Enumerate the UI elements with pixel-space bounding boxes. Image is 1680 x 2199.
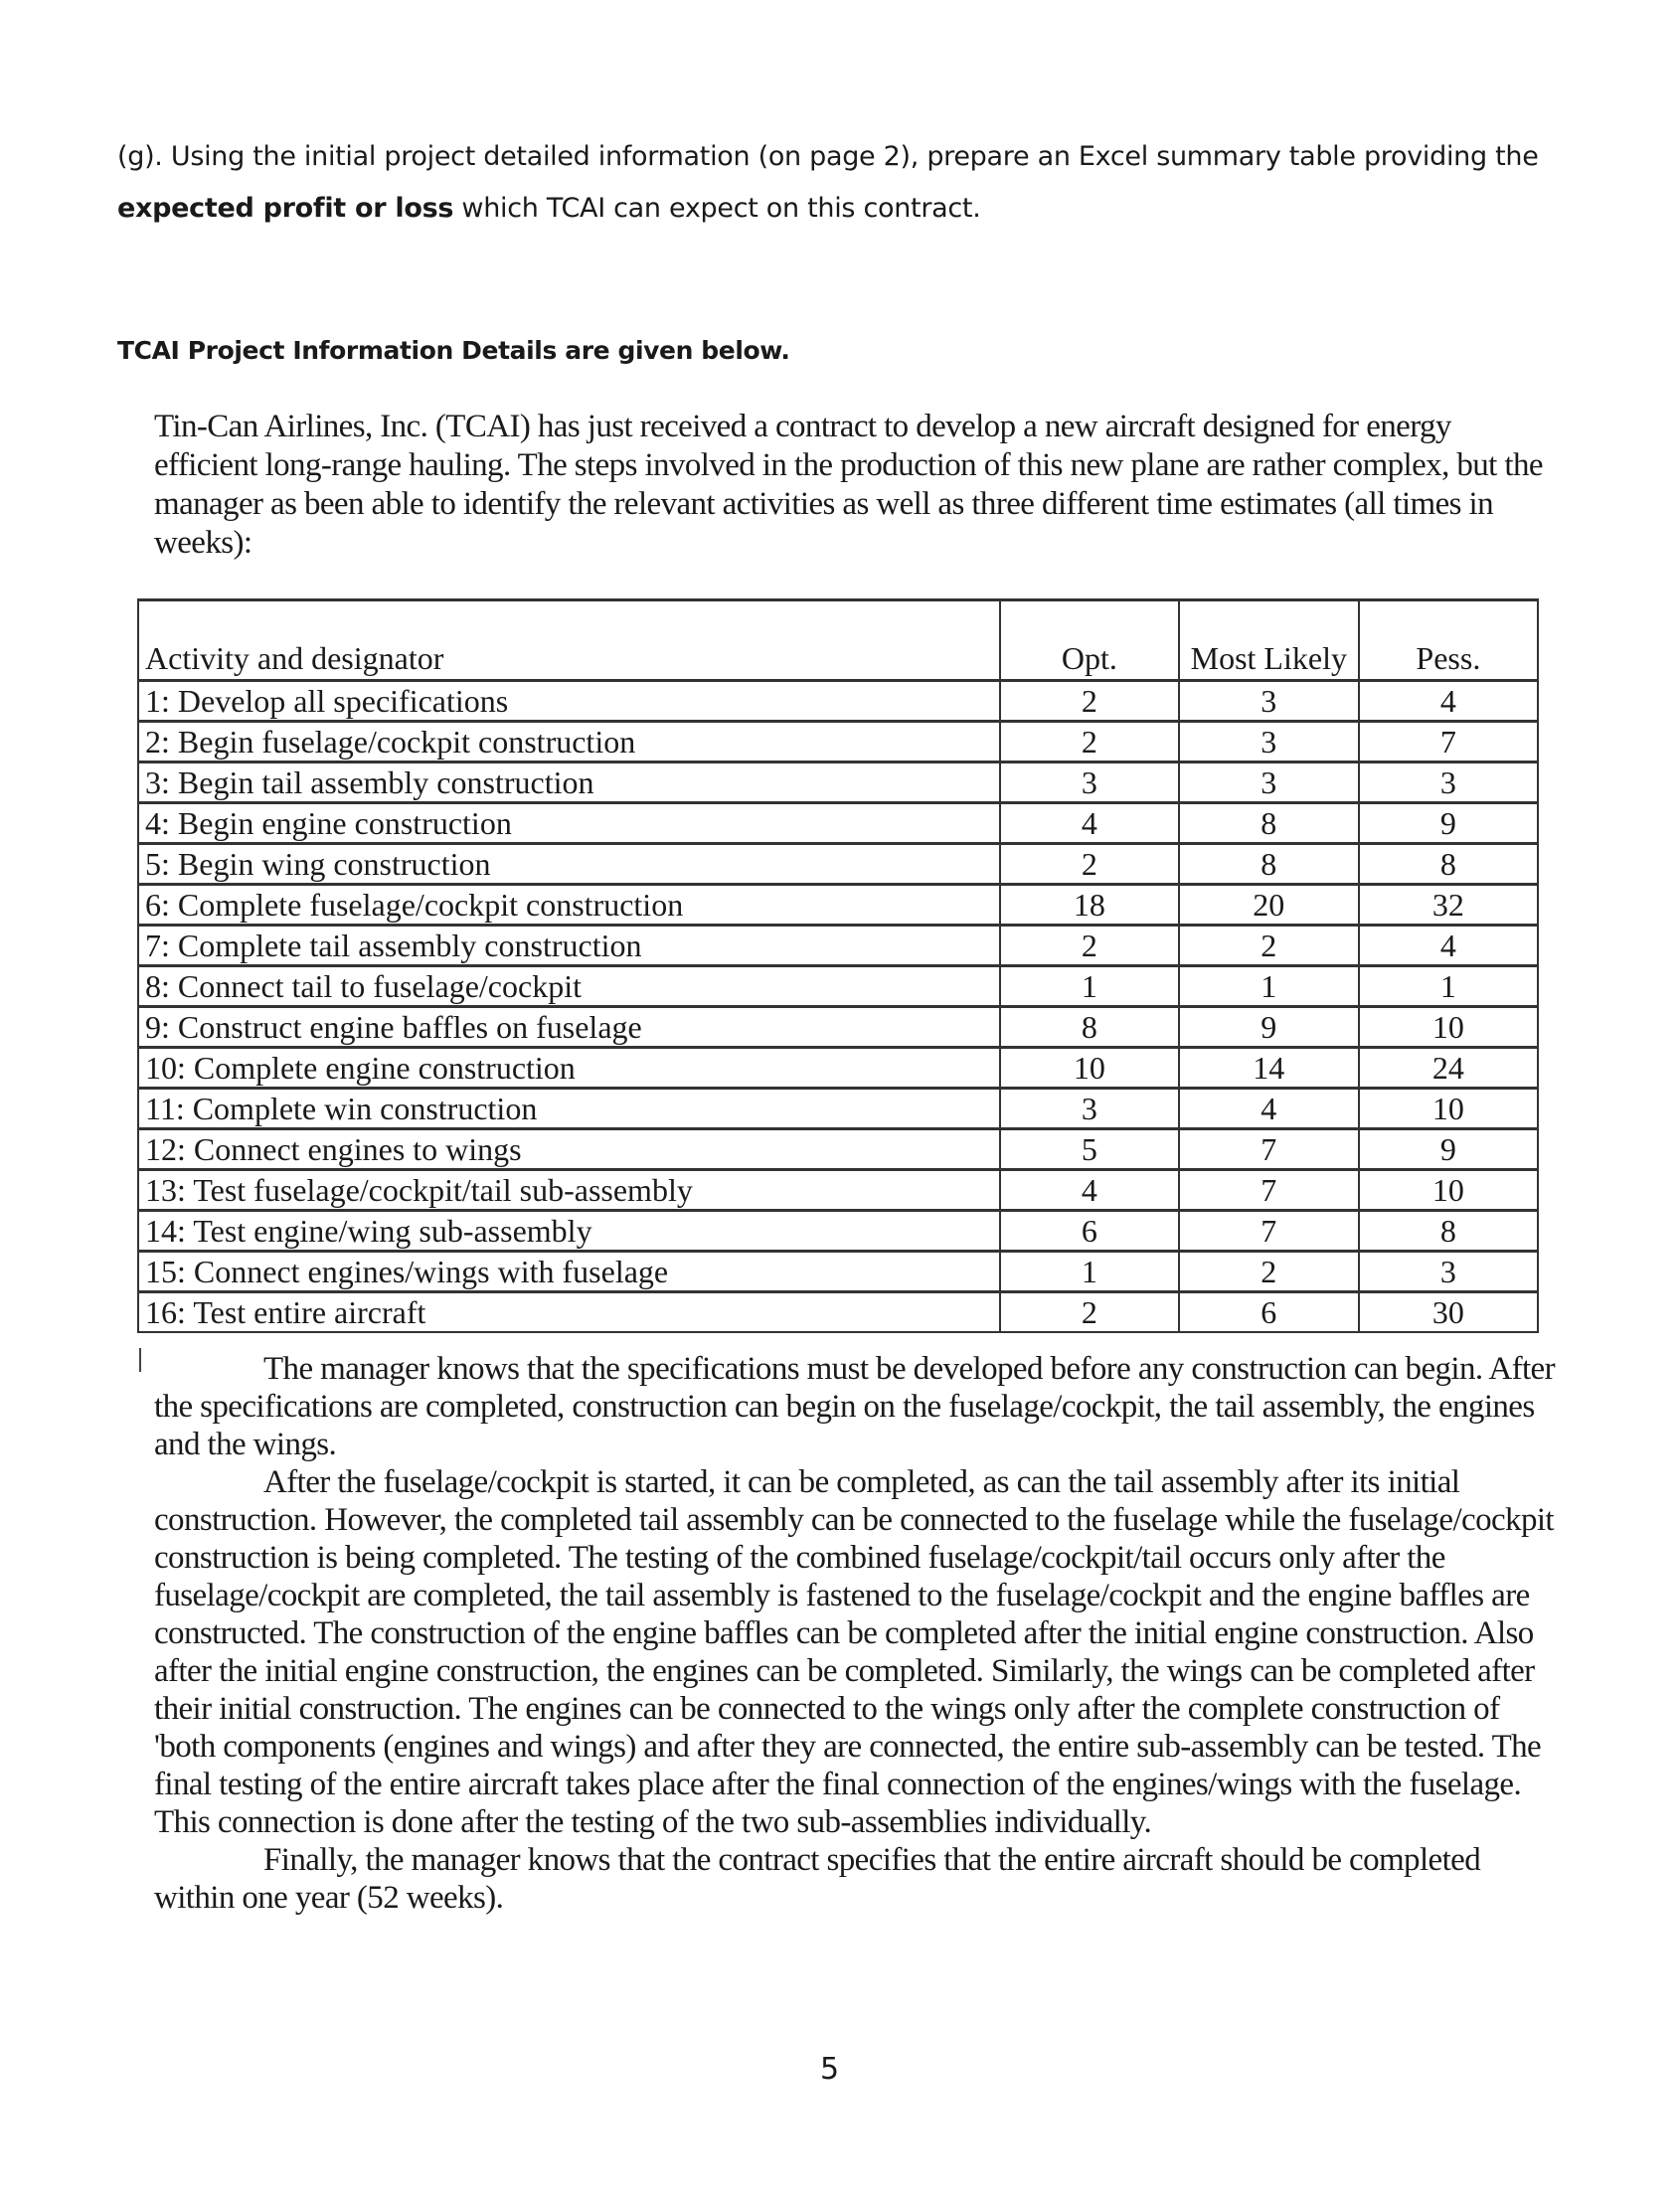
activity-cell: 12: Connect engines to wings [138,1129,1000,1170]
pess-cell: 10 [1359,1007,1538,1048]
pess-cell: 10 [1359,1170,1538,1211]
pess-cell: 4 [1359,926,1538,966]
pess-cell: 24 [1359,1048,1538,1089]
table-row [138,844,1538,885]
pess-cell: 3 [1359,762,1538,803]
pess-cell: 30 [1359,1292,1538,1333]
table-row [138,803,1538,844]
question-emphasis: expected profit or loss [117,193,454,224]
pess-cell: 10 [1359,1089,1538,1129]
pess-cell: 3 [1359,1252,1538,1292]
most-likely-cell: 4 [1179,1089,1359,1129]
most-likely-cell: 3 [1179,762,1359,803]
intro-paragraph: Tin-Can Airlines, Inc. (TCAI) has just received a contract to develop a new aircraft designed for energy efficient long-range hauling. The steps involved in the production of this new plane are rather complex, but the manager as been able to identify the relevant activities as well as three different time estimates (all times in weeks): [154,409,1543,561]
most-likely-cell: 8 [1179,803,1359,844]
margin-mark [139,1348,141,1372]
table-row [138,1252,1538,1292]
table-row [138,762,1538,803]
table-row [138,1292,1538,1333]
section-heading: TCAI Project Information Details are given below. [117,336,790,365]
most-likely-cell: 1 [1179,966,1359,1007]
question-g [117,131,1549,235]
most-likely-cell: 7 [1179,1170,1359,1211]
most-likely-cell: 7 [1179,1211,1359,1252]
activity-cell: 11: Complete win construction [138,1089,1000,1129]
activity-table [137,598,1539,1333]
activity-cell: 3: Begin tail assembly construction [138,762,1000,803]
opt-cell: 1 [1000,1252,1179,1292]
opt-cell: 2 [1000,681,1179,722]
most-likely-cell: 6 [1179,1292,1359,1333]
opt-cell: 2 [1000,1292,1179,1333]
opt-cell: 3 [1000,762,1179,803]
pess-cell: 1 [1359,966,1538,1007]
activity-cell: 5: Begin wing construction [138,844,1000,885]
table-row [138,926,1538,966]
question-text-end: which TCAI can expect on this contract. [453,193,981,224]
pess-cell: 7 [1359,722,1538,762]
most-likely-cell: 3 [1179,681,1359,722]
narrative-paragraph: After the fuselage/cockpit is started, it can be completed, as can the tail assembly after its initial construction. However, the completed tail assembly can be connected to the fuselage while the fuselage/cockpit construction is being completed. The testing of the combined fuselage/cockpit/tail occurs only after the fuselage/cockpit are completed, the tail assembly is fastened to the fuselage/cockpit and the engine baffles are constructed. The construction of the engine baffles can be completed after the initial engine construction. Also after the initial engine construction, the engines can be completed. Similarly, the wings can be completed after their initial construction. The engines can be connected to the wings only after the complete construction of 'both components (engines and wings) and after they are connected, the entire sub-assembly can be tested. The final testing of the entire aircraft takes place after the final connection of the engines/wings with the fuselage. This connection is done after the testing of the two sub-assemblies individually. [154,1464,1554,1840]
table-row [138,722,1538,762]
table-row [138,1129,1538,1170]
most-likely-cell: 3 [1179,722,1359,762]
pess-cell: 8 [1359,844,1538,885]
table-row [138,885,1538,926]
table-row [138,1170,1538,1211]
opt-cell: 2 [1000,926,1179,966]
activity-cell: 10: Complete engine construction [138,1048,1000,1089]
header-optimistic: Opt. [1000,600,1179,681]
opt-cell: 2 [1000,844,1179,885]
pess-cell: 9 [1359,1129,1538,1170]
narrative-paragraph: The manager knows that the specifications must be developed before any construction can begin. After the specifications are completed, construction can begin on the fuselage/cockpit, the tail assembly, the engines and the wings. [154,1351,1555,1462]
activity-cell: 8: Connect tail to fuselage/cockpit [138,966,1000,1007]
most-likely-cell: 8 [1179,844,1359,885]
table-row [138,1048,1538,1089]
opt-cell: 1 [1000,966,1179,1007]
narrative-paragraph: Finally, the manager knows that the contract specifies that the entire aircraft should be completed within one year (52 weeks). [154,1842,1481,1916]
activity-cell: 1: Develop all specifications [138,681,1000,722]
most-likely-cell: 2 [1179,926,1359,966]
pess-cell: 9 [1359,803,1538,844]
opt-cell: 5 [1000,1129,1179,1170]
activity-cell: 14: Test engine/wing sub-assembly [138,1211,1000,1252]
opt-cell: 10 [1000,1048,1179,1089]
most-likely-cell: 20 [1179,885,1359,926]
table-header-row [138,600,1538,681]
opt-cell: 2 [1000,722,1179,762]
header-activity: Activity and designator [138,600,1000,681]
page-number: 5 [820,2052,840,2087]
activity-cell: 13: Test fuselage/cockpit/tail sub-assembly [138,1170,1000,1211]
most-likely-cell: 2 [1179,1252,1359,1292]
activity-cell: 9: Construct engine baffles on fuselage [138,1007,1000,1048]
opt-cell: 3 [1000,1089,1179,1129]
question-text: Using the initial project detailed information (on page 2), prepare an Excel summary table providing the [162,141,1539,172]
activity-cell: 16: Test entire aircraft [138,1292,1000,1333]
table-row [138,966,1538,1007]
header-most-likely: Most Likely [1179,600,1359,681]
most-likely-cell: 7 [1179,1129,1359,1170]
question-label: (g). [117,141,163,172]
narrative [154,1350,1556,1917]
activity-cell: 7: Complete tail assembly construction [138,926,1000,966]
activity-cell: 6: Complete fuselage/cockpit construction [138,885,1000,926]
most-likely-cell: 14 [1179,1048,1359,1089]
activity-table-container [137,598,1539,1333]
table-row [138,681,1538,722]
activity-cell: 15: Connect engines/wings with fuselage [138,1252,1000,1292]
activity-cell: 4: Begin engine construction [138,803,1000,844]
most-likely-cell: 9 [1179,1007,1359,1048]
table-row [138,1007,1538,1048]
opt-cell: 6 [1000,1211,1179,1252]
activity-cell: 2: Begin fuselage/cockpit construction [138,722,1000,762]
opt-cell: 18 [1000,885,1179,926]
pess-cell: 32 [1359,885,1538,926]
opt-cell: 4 [1000,1170,1179,1211]
pess-cell: 4 [1359,681,1538,722]
table-row [138,1211,1538,1252]
pess-cell: 8 [1359,1211,1538,1252]
opt-cell: 8 [1000,1007,1179,1048]
opt-cell: 4 [1000,803,1179,844]
table-row [138,1089,1538,1129]
header-pessimistic: Pess. [1359,600,1538,681]
